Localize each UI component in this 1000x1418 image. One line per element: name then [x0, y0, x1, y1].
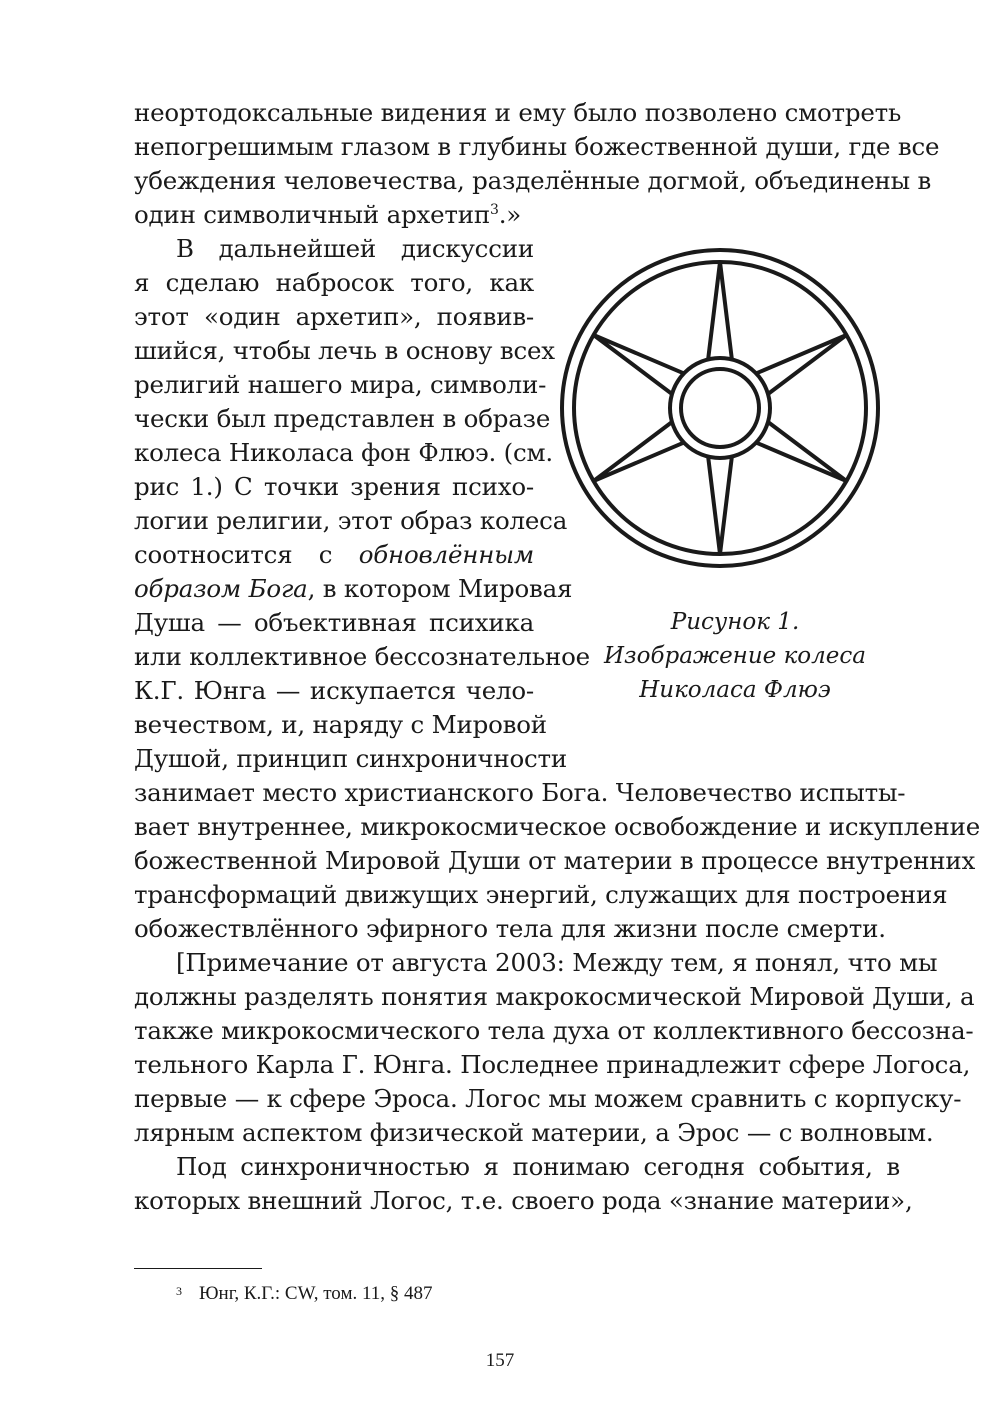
- wheel-spoke: [708, 262, 732, 359]
- footnote-number: 3: [176, 1284, 182, 1298]
- text-line: божественной Мировой Души от материи в процессе внутренних: [134, 846, 976, 875]
- text-line: шийся, чтобы лечь в основу всех: [134, 336, 555, 365]
- text-line: К.Г. Юнга — искупается чело-: [134, 676, 534, 705]
- text-line: чески был представлен в образе: [134, 404, 551, 433]
- italic-span: образом Бога: [134, 574, 308, 603]
- text-line: непогрешимым глазом в глубины божественной души, где все: [134, 132, 940, 161]
- hub-ring-inner: [681, 369, 759, 447]
- wheel-spoke: [594, 422, 684, 481]
- text-line: [Примечание от августа 2003: Между тем, я понял, что мы: [176, 948, 938, 977]
- text-line: логии религии, этот образ колеса: [134, 506, 568, 535]
- wheel-spoke: [756, 422, 846, 481]
- text-line: рис 1.) С точки зрения психо-: [134, 472, 534, 501]
- figure-caption-line: Николаса Флюэ: [639, 677, 831, 703]
- text-line: [134, 572, 573, 606]
- text-line: которых внешний Логос, т.е. своего рода «знание материи»,: [134, 1186, 913, 1215]
- text-line: В дальнейшей дискуссии: [176, 234, 534, 263]
- text-line: вает внутреннее, микрокосмическое освобождение и искупление: [134, 812, 981, 841]
- italic-span: обновлённым: [358, 540, 534, 569]
- footnote-ref[interactable]: 3: [490, 201, 499, 218]
- text-line: трансформаций движущих энергий, служащих для построения: [134, 880, 948, 909]
- text-span: один символичный архетип: [134, 200, 490, 229]
- text-line: Душой, принцип синхроничности: [134, 744, 568, 773]
- wheel-figure: [558, 246, 882, 570]
- wheel-spoke: [708, 457, 732, 554]
- text-line: обожествлённого эфирного тела для жизни после смерти.: [134, 914, 886, 943]
- text-line: Под синхроничностью я понимаю сегодня события, в: [176, 1152, 900, 1181]
- text-span: .»: [498, 200, 522, 229]
- figure-caption-line: Изображение колеса: [604, 643, 866, 669]
- outer-ring-inner: [574, 262, 866, 554]
- outer-ring-outer: [562, 250, 878, 566]
- wheel-spoke: [756, 335, 846, 394]
- text-span: , в котором Мировая: [307, 574, 573, 603]
- text-line: или коллективное бессознательное: [134, 642, 590, 671]
- text-line: Душа — объективная психика: [134, 608, 534, 637]
- page-number: 157: [485, 1350, 515, 1371]
- text-span: соотносится с: [134, 540, 359, 569]
- text-line: вечеством, и, наряду с Мировой: [134, 710, 547, 739]
- text-line: также микрокосмического тела духа от коллективного бессозна-: [134, 1016, 974, 1045]
- text-line: религий нашего мира, символи-: [134, 370, 547, 399]
- text-line: лярным аспектом физической материи, а Эрос — с волновым.: [134, 1118, 934, 1147]
- text-line: первые — к сфере Эроса. Логос мы можем сравнить с корпуску-: [134, 1084, 962, 1113]
- text-line: [134, 198, 521, 232]
- wheel-spoke: [594, 335, 684, 394]
- hub-ring-outer: [670, 358, 770, 458]
- footnote-text: Юнг, К.Г.: CW, том. 11, § 487: [199, 1283, 433, 1304]
- text-line: [134, 538, 534, 572]
- text-line: должны разделять понятия макрокосмической Мировой Души, а: [134, 982, 975, 1011]
- footnote-divider: [134, 1268, 262, 1269]
- text-line: занимает место христианского Бога. Человечество испыты-: [134, 778, 906, 807]
- text-line: колеса Николаса фон Флюэ. (см.: [134, 438, 553, 467]
- text-line: неортодоксальные видения и ему было позволено смотреть: [134, 98, 902, 127]
- text-line: этот «один архетип», появив-: [134, 302, 534, 331]
- text-line: я сделаю набросок того, как: [134, 268, 534, 297]
- text-line: убеждения человечества, разделённые догмой, объединены в: [134, 166, 932, 195]
- text-line: тельного Карла Г. Юнга. Последнее принадлежит сфере Логоса,: [134, 1050, 971, 1079]
- figure-caption-title: Рисунок 1.: [670, 609, 800, 635]
